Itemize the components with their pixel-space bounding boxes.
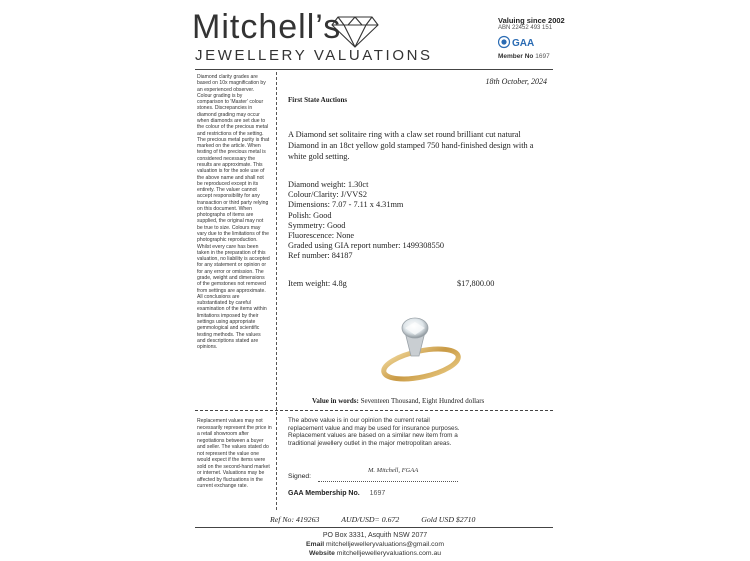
column-divider-lower: [276, 412, 277, 510]
ref-number: Ref No: 419263: [270, 515, 320, 524]
exchange-rate: AUD/USD= 0.672: [341, 515, 400, 524]
gaa-membership: [288, 490, 385, 497]
client-name: First State Auctions: [288, 96, 348, 104]
spec-line: Diamond weight: 1.30ct: [288, 180, 369, 189]
ring-photo: [375, 308, 463, 388]
diamond-specs: [288, 180, 444, 262]
footer-rule: [195, 527, 553, 528]
website-link[interactable]: mitchelljewelleryvaluations.com.au: [336, 550, 442, 557]
disclaimer-text: Diamond clarity grades are based on 10x magnification by an experienced observer. Colour grading is by comparison to 'Master' colour stones. Discrepancies in diamond grading may occur when diamonds are set due to the colour of the precious metal and restrictions of the setting. The precious metal purity is that marked on the article. When testing of the precious metal is considered necessary the results are approximate. This valuation is for the sole use of the above name and shall not be reproduced except in its entirety. The valuer cannot accept responsibility for any transaction or third party relying on this document. When photographs of items are supplied, the original may not be true to size. Colours may vary due to the limitations of the photographic reproduction. Whilst every care has been taken in the preparation of this valuation, no liability is accepted for any statement or opinion or for any error or omission. The grade, weight and dimensions of the gemstones not removed from settings are approximate. All conclusions are substantiated by careful examination of the items within limitations imposed by their settings using appropriate gemmological and scientific testing methods. The values and descriptions stated are opinions.: [197, 74, 270, 351]
abn-number: ABN 22452 493 151: [498, 25, 553, 31]
email-label: Email: [306, 541, 325, 548]
value-in-words-label: Value in words:: [312, 397, 359, 405]
website-line: [0, 550, 750, 557]
spec-line: Polish: Good: [288, 210, 332, 220]
signed-label: Signed:: [288, 473, 312, 480]
value-in-words: [312, 397, 484, 405]
value-in-words-text: Seventeen Thousand, Eight Hundred dollars: [360, 397, 485, 405]
spec-line: Dimensions: 7.07 - 7.11 x 4.31mm: [288, 200, 404, 210]
valuation-summary: [270, 515, 495, 524]
header-rule: [195, 69, 553, 70]
signature-line: [318, 481, 458, 482]
gaa-membership-number: 1697: [369, 490, 386, 497]
member-number: [498, 53, 550, 60]
item-weight: Item weight: 4.8g: [288, 279, 347, 288]
member-value: 1697: [535, 53, 550, 60]
spec-line: Colour/Clarity: J/VVS2: [288, 190, 368, 200]
gaa-logo-text: GAA: [512, 38, 535, 49]
brand-title: Mitchell’s: [192, 8, 342, 46]
diamond-logo-icon: [330, 11, 380, 49]
replacement-note: Replacement values may not necessarily represent the price in a retail showroom after negotiations between a buyer and seller. The values stated do not represent the value one would expect if the items were sold on the second-hand market or internet. Valuations may be affected by fluctuations in the current exchange rate.: [197, 418, 272, 489]
valuation-price: $17,800.00: [457, 279, 495, 288]
spec-line: Symmetry: Good: [288, 220, 346, 230]
gold-price: Gold USD $2710: [421, 515, 476, 524]
valuation-date: 18th October, 2024: [485, 77, 547, 86]
column-divider-upper: [276, 72, 277, 410]
email-link[interactable]: mitchelljewelleryvaluations@gmail.com: [326, 541, 444, 548]
email-line: [0, 541, 750, 548]
spec-line: Fluorescence: None: [288, 231, 355, 241]
item-description: A Diamond set solitaire ring with a claw set round brilliant cut natural Diamond in an 18ct yellow gold stamped 750 hand-finished design with a white gold setting.: [288, 130, 534, 161]
gaa-membership-label: GAA Membership No.: [288, 490, 360, 497]
middle-rule: [195, 410, 553, 411]
replacement-value-statement: The above value is in our opinion the current retail replacement value and may be used for insurance purposes. Replacement values are based on a similar new item from a traditional jewellery outlet in the major metropolitan areas.: [288, 417, 460, 447]
spec-line: Graded using GIA report number: 1499308550: [288, 241, 444, 251]
signature-name: M. Mitchell, FGAA: [368, 467, 419, 474]
website-label: Website: [308, 550, 335, 557]
gaa-logo-icon: [498, 35, 540, 49]
postal-address: PO Box 3331, Asquith NSW 2077: [322, 532, 428, 539]
brand-subtitle: JEWELLERY VALUATIONS: [195, 47, 433, 64]
valuing-since: Valuing since 2002: [498, 16, 565, 25]
spec-line: Ref number: 84187: [288, 251, 353, 261]
member-label: Member No: [498, 53, 534, 60]
